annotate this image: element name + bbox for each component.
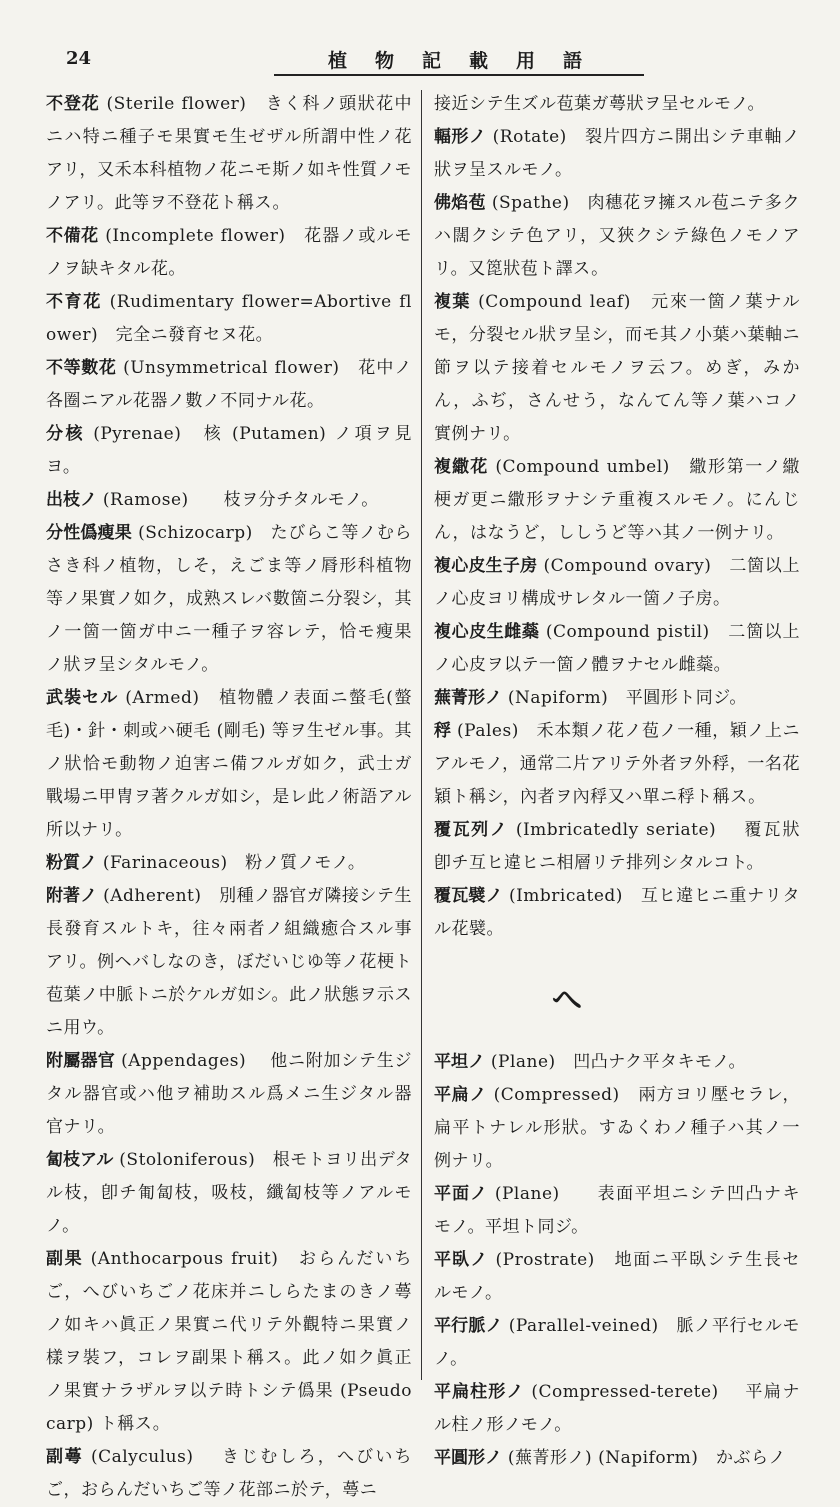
entry-body: (Ramose) 枝ヲ分チタルモノ。 (97, 490, 379, 510)
glossary-entry (46, 1045, 412, 1144)
entry-term: 覆瓦列ノ (434, 820, 509, 840)
glossary-entry (46, 286, 412, 352)
page-number: 24 (66, 48, 92, 69)
entry-term: 分性僞瘦果 (46, 523, 132, 543)
glossary-entry (434, 187, 800, 286)
glossary-entry (46, 418, 412, 484)
glossary-entry (434, 880, 800, 946)
section-heading-he: へ (552, 983, 582, 1018)
entry-term: 副果 (46, 1249, 84, 1269)
entry-term: 複繖花 (434, 457, 489, 477)
entry-body: (Adherent) 別種ノ器官ガ隣接シテ生長發育スルトキ，往々兩者ノ組織癒合スル事アリ。例ヘバしなのき，ぼだいじゆ等ノ花梗ト苞葉ノ中脈トニ於ケルガ如シ。此ノ狀態ヲ示スニ用ウ。 (46, 886, 413, 1038)
entry-term: 副蕚 (46, 1447, 84, 1467)
entry-body: (Napiform) 平圓形ト同ジ。 (502, 688, 747, 708)
entry-term: 不等數花 (46, 358, 117, 378)
entry-body: 接近シテ生ズル苞葉ガ蕚狀ヲ呈セルモノ。 (434, 94, 765, 114)
entry-body: (Imbricatedly seriate) 覆瓦狀卽チ互ヒ違ヒニ相層リテ排列シタルコト。 (434, 820, 800, 873)
entry-body: (Calyculus) きじむしろ，へびいちご，おらんだいちご等ノ花部ニ於テ，蕚ニ (46, 1447, 412, 1500)
entry-term: 粉質ノ (46, 853, 97, 873)
header-rule (274, 74, 644, 76)
page-header (46, 44, 802, 84)
entry-body: (Compressed) 兩方ヨリ壓セラレ，扁平トナレル形狀。すゐくわノ種子ハ其ノ一例ナリ。 (434, 1085, 801, 1171)
glossary-entry (434, 286, 800, 451)
entry-body: (Parallel-veined) 脈ノ平行セルモノ。 (434, 1316, 801, 1369)
entry-body: (Spathe) 肉穗花ヲ擁スル苞ニテ多クハ闊クシテ色アリ，又狹クシテ綠色ノモノアリ。又箆狀苞ト譯ス。 (434, 193, 800, 279)
glossary-entry (46, 1243, 412, 1441)
entry-term: 輻形ノ (434, 127, 487, 147)
entry-term: 平臥ノ (434, 1250, 489, 1270)
glossary-entry (46, 484, 412, 517)
glossary-entry (434, 616, 800, 682)
glossary-entry (46, 880, 412, 1045)
entry-term: 出枝ノ (46, 490, 97, 510)
entry-body: (Compound leaf) 元來一箇ノ葉ナルモ，分裂セル狀ヲ呈シ，而モ其ノ小葉ハ葉軸ニ節ヲ以テ接着セルモノヲ云フ。めぎ，みかん，ふぢ，さんせう，なんてん等ノ葉ハコノ實例ナリ。 (434, 292, 801, 444)
glossary-entry (46, 1441, 412, 1507)
entry-term: 稃 (434, 721, 452, 741)
glossary-entry (434, 682, 800, 715)
entry-body: (Compound pistil) 二箇以上ノ心皮ヲ以テ一箇ノ體ヲナセル雌蘂。 (434, 622, 800, 675)
entry-body: (Appendages) 他ニ附加シテ生ジタル器官或ハ他ヲ補助スル爲メニ生ジタル器官ナリ。 (46, 1051, 412, 1137)
entry-term: 覆瓦襞ノ (434, 886, 503, 906)
entry-term: 平扁柱形ノ (434, 1382, 525, 1402)
entry-term: 不登花 (46, 94, 100, 114)
running-title: 植物記載用語 (328, 50, 611, 72)
entry-body: (Prostrate) 地面ニ平臥シテ生長セルモノ。 (434, 1250, 800, 1303)
glossary-entry (434, 1442, 800, 1475)
glossary-entry (434, 1079, 800, 1178)
glossary-entry (46, 220, 412, 286)
entry-body: (Sterile flower) きく科ノ頭狀花中ニハ特ニ種子モ果實モ生ゼザル所謂中性ノ花アリ，又禾本科植物ノ花ニモ斯ノ如キ性質ノモノアリ。此等ヲ不登花ト稱ス。 (46, 94, 413, 213)
glossary-entry (434, 1310, 800, 1376)
entry-body: (Anthocarpous fruit) おらんだいちご，へびいちごノ花床并ニしらたまのきノ蕚ノ如キハ眞正ノ果實ニ代リテ外觀特ニ果實ノ樣ヲ裝フ，コレヲ副果ト稱ス。此ノ如ク眞正ノ果實ナラザルヲ以テ時トシテ僞果 (Pseudocarp) ト稱ス。 (46, 1249, 413, 1434)
glossary-entry (46, 352, 412, 418)
glossary-entry (46, 88, 412, 220)
entry-body: (Unsymmetrical flower) 花中ノ各圈ニアル花器ノ數ノ不同ナル花。 (46, 358, 412, 411)
glossary-entry (434, 550, 800, 616)
glossary-entry-continued (434, 88, 800, 121)
entry-term: 蕪菁形ノ (434, 688, 502, 708)
entry-body: (Plane) 凹凸ナク平タキモノ。 (485, 1052, 746, 1072)
glossary-entry (434, 1376, 800, 1442)
entry-term: 附屬器官 (46, 1051, 115, 1071)
entry-term: 複心皮生子房 (434, 556, 538, 576)
glossary-entry (46, 847, 412, 880)
entry-term: 平圓形ノ (434, 1448, 502, 1468)
glossary-entry (46, 517, 412, 682)
left-column (46, 88, 412, 1507)
entry-body: (Rotate) 裂片四方ニ開出シテ車軸ノ狀ヲ呈スルモノ。 (434, 127, 800, 180)
entry-term: 平面ノ (434, 1184, 488, 1204)
entry-term: 附著ノ (46, 886, 98, 906)
entry-body: (Incomplete flower) 花器ノ或ルモノヲ缺キタル花。 (46, 226, 413, 279)
entry-term: 平行脈ノ (434, 1316, 503, 1336)
right-column (434, 88, 800, 1475)
entry-body: (Armed) 植物體ノ表面ニ螫毛(螫毛)・針・刺或ハ硬毛 (剛毛) 等ヲ生ゼル事。其ノ狀恰モ動物ノ迫害ニ備フルガ如ク，武士ガ戰場ニ甲冑ヲ著クルガ如シ，是レ此ノ術語アル所以ナリ。 (46, 688, 412, 840)
section-break (434, 946, 800, 1046)
column-divider (421, 90, 422, 1380)
entry-term: 複葉 (434, 292, 471, 312)
glossary-entry (434, 1046, 800, 1079)
entry-body: (Imbricated) 互ヒ違ヒニ重ナリタル花襞。 (434, 886, 801, 939)
entry-term: 佛焰苞 (434, 193, 486, 213)
entry-term: 不備花 (46, 226, 99, 246)
entry-term: 複心皮生雌蘂 (434, 622, 540, 642)
glossary-entry (434, 1178, 800, 1244)
glossary-entry (434, 121, 800, 187)
entry-term: 不育花 (46, 292, 103, 312)
entry-term: 平扁ノ (434, 1085, 488, 1105)
entry-body: (Pales) 禾本類ノ花ノ苞ノ一種，穎ノ上ニアルモノ，通常二片アリテ外者ヲ外稃，一名花穎ト稱シ，內者ヲ內稃又ハ單ニ稃ト稱ス。 (434, 721, 801, 807)
entry-term: 平坦ノ (434, 1052, 485, 1072)
entry-term: 匐枝アル (46, 1150, 114, 1170)
glossary-entry (46, 1144, 412, 1243)
entry-body: (Farinaceous) 粉ノ質ノモノ。 (97, 853, 366, 873)
entry-body: (Plane) 表面平坦ニシテ凹凸ナキモノ。平坦ト同ジ。 (434, 1184, 800, 1237)
glossary-entry (434, 1244, 800, 1310)
entry-body: (Pyrenae) 核 (Putamen) ノ項ヲ見ヨ。 (46, 424, 412, 477)
entry-body: (蕪菁形ノ) (Napiform) かぶらノ (502, 1448, 786, 1468)
glossary-entry (434, 715, 800, 814)
entry-term: 武裝セル (46, 688, 119, 708)
entry-body: (Compressed-terete) 平扁ナル柱ノ形ノモノ。 (434, 1382, 800, 1435)
entry-body: (Compound ovary) 二箇以上ノ心皮ヨリ構成サレタル一箇ノ子房。 (434, 556, 801, 609)
glossary-entry (46, 682, 412, 847)
entry-body: (Compound umbel) 繖形第一ノ繖梗ガ更ニ繖形ヲナシテ重複スルモノ。にんじん，はなうど，ししうど等ハ其ノ一例ナリ。 (434, 457, 801, 543)
glossary-entry (434, 814, 800, 880)
glossary-entry (434, 451, 800, 550)
entry-body: (Stoloniferous) 根モトヨリ出デタル枝，卽チ匍匐枝，吸枝，纖匐枝等ノアルモノ。 (46, 1150, 412, 1236)
entry-body: (Schizocarp) たびらこ等ノむらさき科ノ植物，しそ，えごま等ノ脣形科植物等ノ果實ノ如ク，成熟スレバ數箇ニ分裂シ，其ノ一箇一箇ガ中ニ一種子ヲ容レテ，恰モ瘦果ノ狀ヲ呈シタルモノ。 (46, 523, 413, 675)
entry-term: 分核 (46, 424, 85, 444)
entry-body: (Rudimentary flower=Abortive flower) 完全ニ發育セヌ花。 (46, 292, 412, 345)
